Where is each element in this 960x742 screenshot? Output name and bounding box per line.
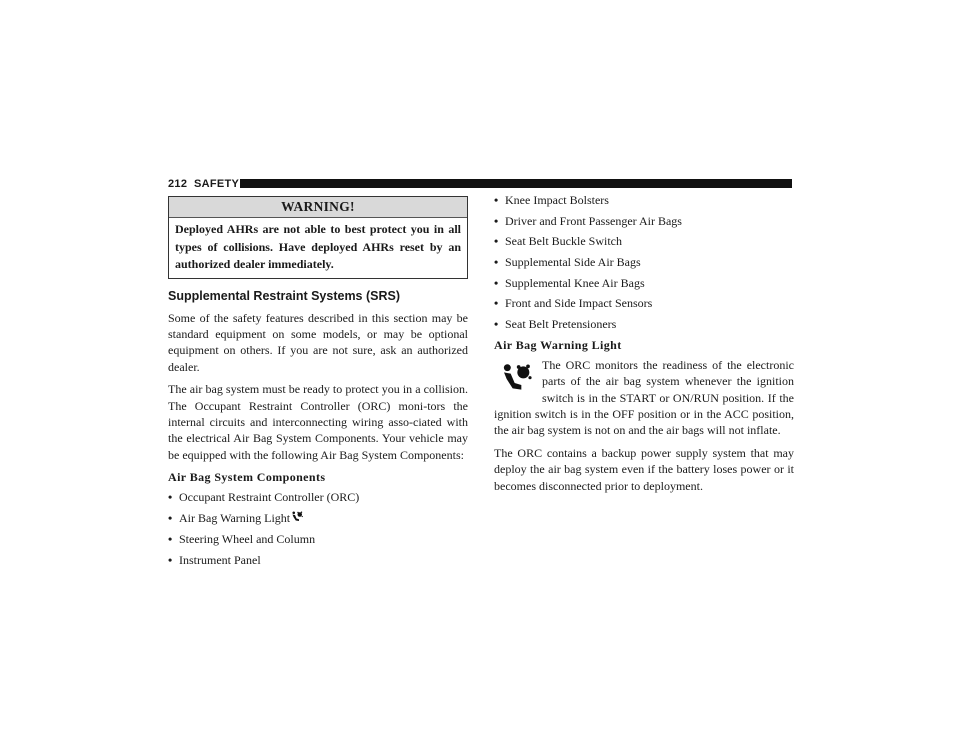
list-item: • Knee Impact Bolsters	[494, 193, 609, 207]
list-item: • Steering Wheel and Column	[168, 532, 316, 547]
srs-paragraph-2: The air bag system must be ready to protect you in a collision. The Occupant Restraint Controller (ORC) moni-tors the internal circuits and interconnecting wiring asso-ciated with the electrical Air Bag System Components. Your vehicle may be equipped with the following Air Bag System Components:	[168, 382, 468, 462]
left-column	[168, 196, 468, 573]
page-header	[168, 177, 792, 191]
list-item: • Occupant Restraint Controller (ORC)	[168, 490, 360, 505]
warning-title: WARNING!	[169, 197, 467, 218]
airbag-warning-icon	[291, 511, 303, 523]
components-title: Air Bag System Components	[168, 470, 326, 485]
list-item: • Supplemental Knee Air Bags	[494, 275, 645, 290]
list-item: • Supplemental Side Air Bags	[494, 255, 641, 270]
list-item: • Driver and Front Passenger Air Bags	[494, 213, 682, 228]
list-item: • Seat Belt Buckle Switch	[494, 234, 622, 249]
warning-light-paragraph-1: The ORC monitors the readiness of the electronic parts of the air bag system whenever the ignition switch is in the START or ON/RUN position. If the ignition switch is in the OFF position or in the ACC position, the air bag system is not on and the air bags will not inflate.	[494, 357, 794, 438]
airbag-warning-light-icon	[494, 363, 538, 403]
page-number-section: 212 SAFETY	[168, 178, 240, 190]
srs-title: Supplemental Restraint Systems (SRS)	[168, 288, 401, 303]
list-item: • Front and Side Impact Sensors	[494, 296, 653, 311]
srs-paragraph-1: Some of the safety features described in this section may be standard equipment on some models, or may be optional equipment on others. If you are not sure, ask an authorized dealer.	[168, 310, 468, 374]
warning-box	[168, 196, 468, 279]
warning-body: Deployed AHRs are not able to best protect you in all types of collisions. Have deployed AHRs reset by an authorized dealer immediately.	[175, 222, 461, 271]
list-item: • Instrument Panel	[168, 553, 261, 568]
warning-light-paragraph-2: The ORC contains a backup power supply system that may deploy the air bag system even if the battery loses power or it becomes disconnected prior to deployment.	[494, 445, 794, 493]
header-rule	[240, 179, 792, 188]
warning-light-title: Air Bag Warning Light	[494, 337, 622, 352]
right-column	[494, 192, 794, 500]
list-item: • Air Bag Warning Light	[168, 510, 468, 526]
list-item: • Seat Belt Pretensioners	[494, 317, 617, 332]
